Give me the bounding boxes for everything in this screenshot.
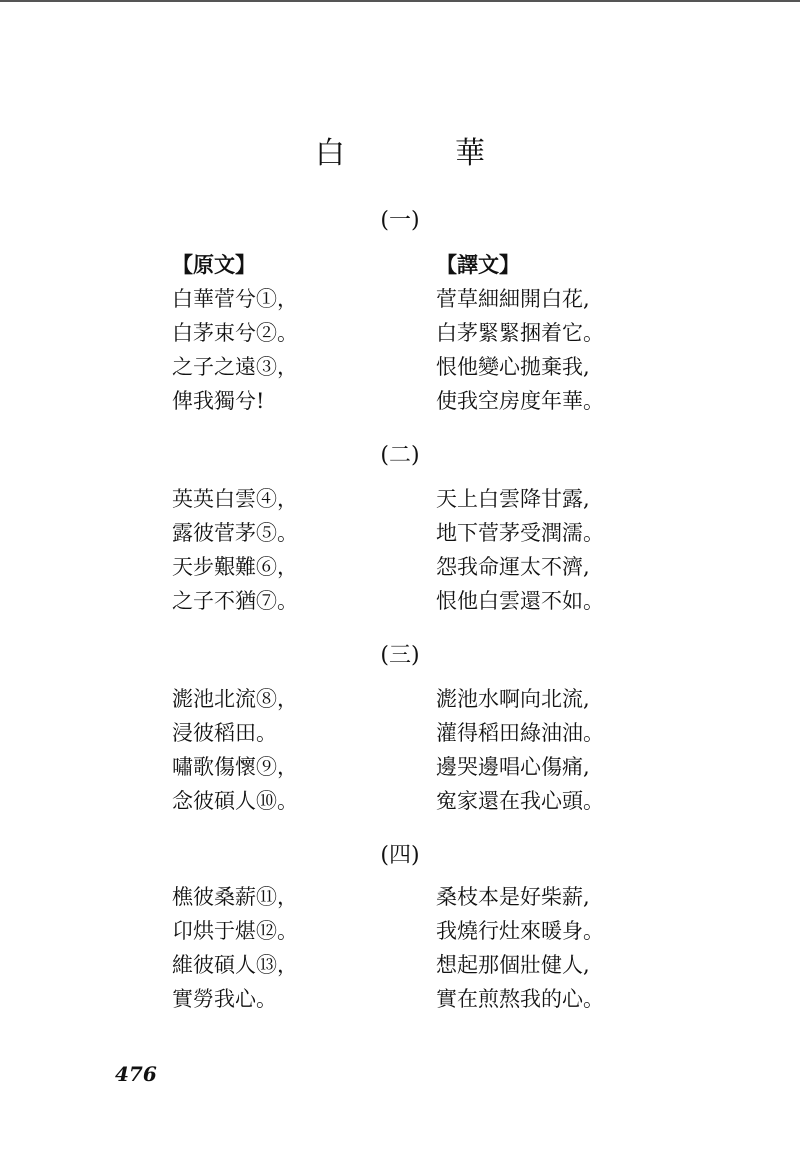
original-line: 英英白雲④， <box>172 487 298 511</box>
original-line: 念彼碩人⑩。 <box>172 789 298 813</box>
translation-line: 天上白雲降甘露, <box>436 487 590 511</box>
original-line: 天步艱難⑥， <box>172 555 298 579</box>
original-line: 俾我獨兮! <box>172 389 265 413</box>
stanza-heading-2: (二) <box>380 443 420 468</box>
translation-column-2 <box>436 482 604 618</box>
original-line: 卬烘于煁⑫。 <box>172 919 298 943</box>
poem-title: 白 華 <box>315 136 525 171</box>
original-line: 嘯歌傷懷⑨， <box>172 755 298 779</box>
original-line: 樵彼桑薪⑪， <box>172 885 298 909</box>
original-text-header: 【原文】 <box>172 252 256 277</box>
original-column-3 <box>172 682 298 818</box>
stanza-heading-3: (三) <box>380 643 420 668</box>
original-line: 浸彼稻田。 <box>172 721 277 745</box>
translation-line: 菅草細細開白花, <box>436 287 590 311</box>
original-column-4 <box>172 880 298 1016</box>
top-border-line <box>0 0 800 2</box>
original-line: 實勞我心。 <box>172 987 277 1011</box>
translation-line: 想起那個壯健人, <box>436 953 590 977</box>
translation-column-3 <box>436 682 604 818</box>
translation-line: 恨他變心拋棄我, <box>436 355 590 379</box>
original-line: 露彼菅茅⑤。 <box>172 521 298 545</box>
translation-line: 實在煎熬我的心。 <box>436 987 604 1011</box>
original-line: 之子之遠③， <box>172 355 298 379</box>
original-line: 白華菅兮①， <box>172 287 298 311</box>
translation-line: 灌得稻田綠油油。 <box>436 721 604 745</box>
stanza-heading-1: (一) <box>380 208 420 233</box>
translation-line: 我燒行灶來暖身。 <box>436 919 604 943</box>
translation-line: 白茅緊緊捆着它。 <box>436 321 604 345</box>
translation-text-header: 【譯文】 <box>436 252 520 277</box>
translation-line: 恨他白雲還不如。 <box>436 589 604 613</box>
stanza-heading-4: (四) <box>380 843 420 868</box>
translation-column-1 <box>436 248 604 418</box>
translation-line: 邊哭邊唱心傷痛, <box>436 755 590 779</box>
original-line: 之子不猶⑦。 <box>172 589 298 613</box>
original-line: 白茅束兮②。 <box>172 321 298 345</box>
original-column-2 <box>172 482 298 618</box>
translation-line: 使我空房度年華。 <box>436 389 604 413</box>
translation-line: 滮池水啊向北流, <box>436 687 590 711</box>
translation-line: 桑枝本是好柴薪, <box>436 885 590 909</box>
translation-column-4 <box>436 880 604 1016</box>
original-column-1 <box>172 248 298 418</box>
translation-line: 寃家還在我心頭。 <box>436 789 604 813</box>
page-number: 476 <box>115 1062 157 1086</box>
translation-line: 地下菅茅受潤濡。 <box>436 521 604 545</box>
original-line: 滮池北流⑧， <box>172 687 298 711</box>
original-line: 維彼碩人⑬， <box>172 953 298 977</box>
translation-line: 怨我命運太不濟, <box>436 555 590 579</box>
